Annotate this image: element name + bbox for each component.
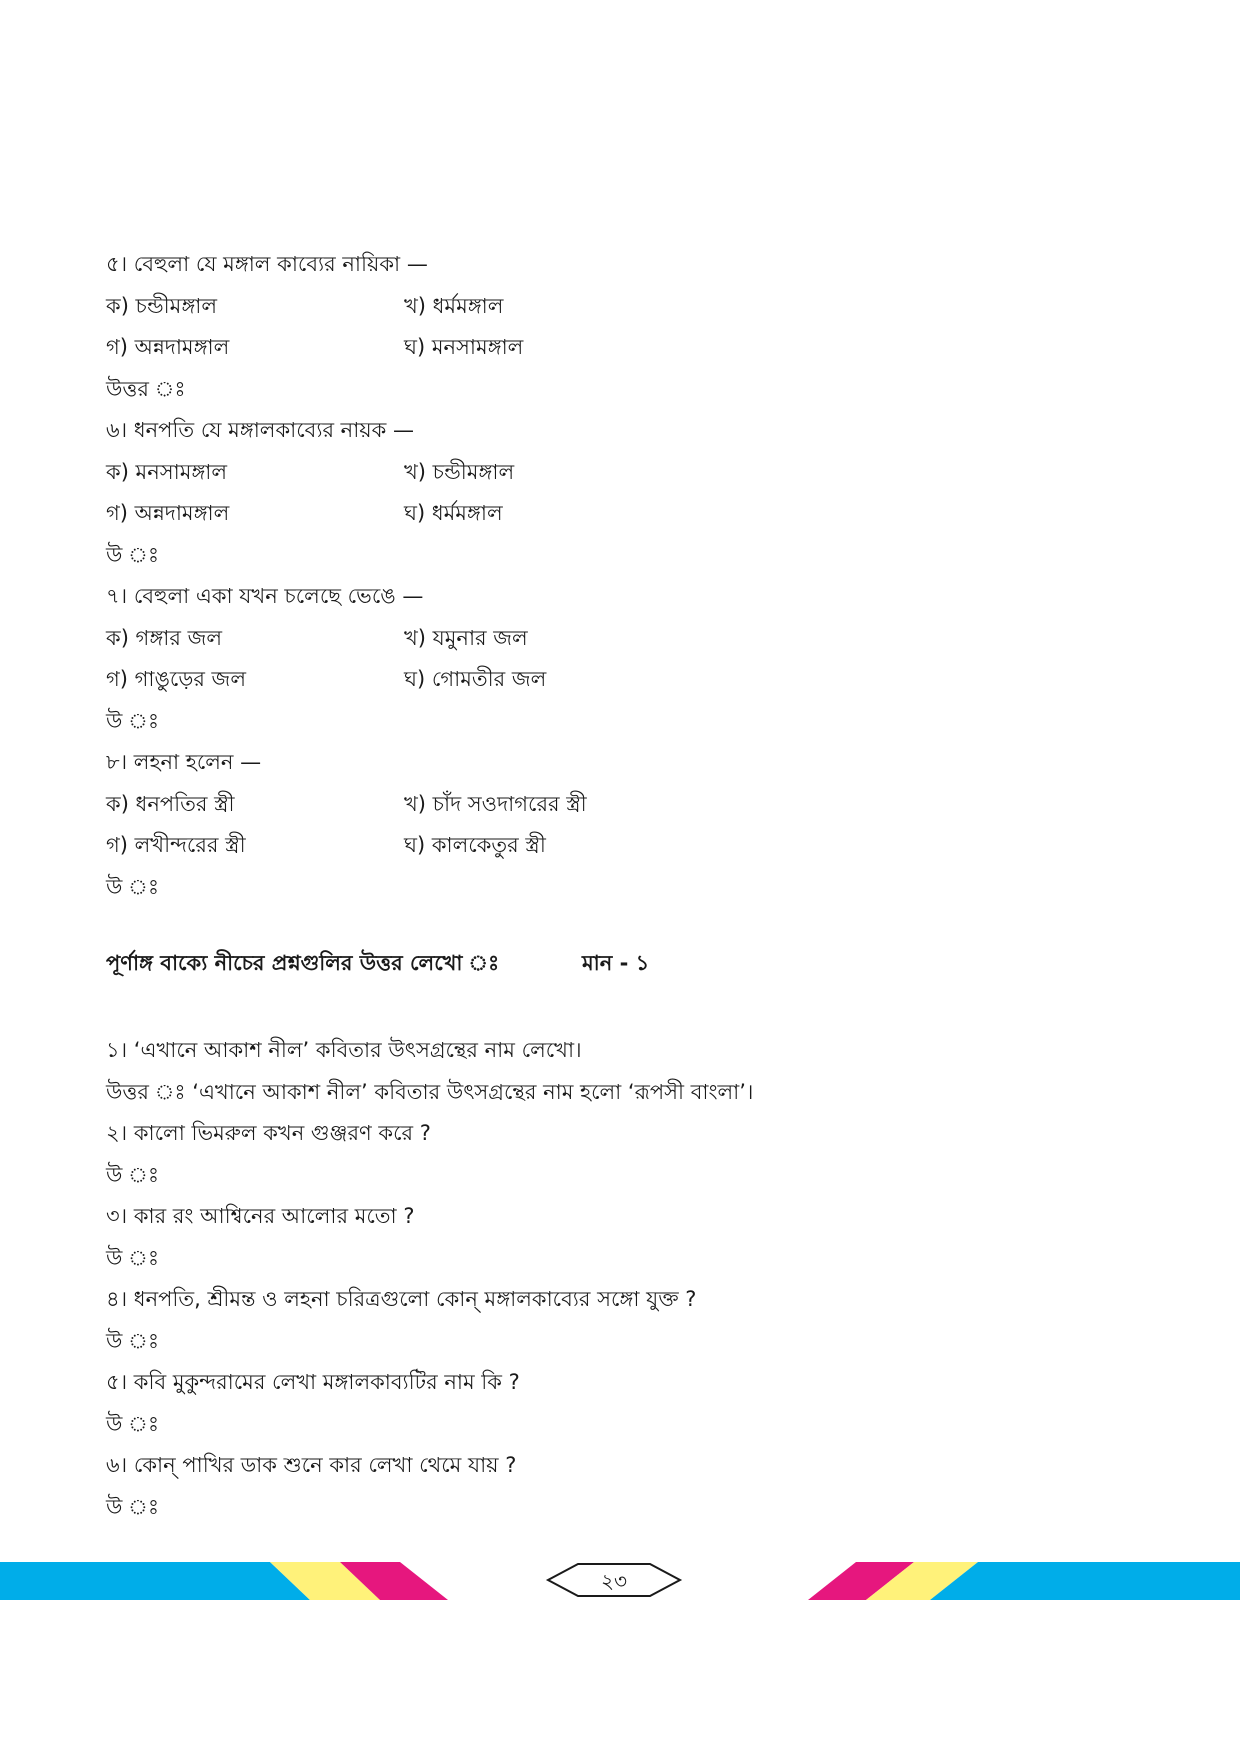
short-question-3 bbox=[106, 1196, 1126, 1279]
options-row bbox=[106, 784, 1126, 826]
section-heading bbox=[106, 942, 1126, 986]
worksheet-content bbox=[106, 244, 1126, 1528]
answer-label: উ ঃ bbox=[106, 542, 160, 567]
option-ka: ক) গঙ্গার জল bbox=[106, 625, 223, 650]
answer-label: উ ঃ bbox=[106, 1411, 160, 1436]
options-row bbox=[106, 825, 1126, 867]
question-text: ৭। বেহুলা একা যখন চলেছে ভেঙে — bbox=[106, 584, 424, 608]
short-question-2 bbox=[106, 1113, 1126, 1196]
options-row bbox=[106, 618, 1126, 660]
option-ga: গ) লখীন্দরের স্ত্রী bbox=[106, 833, 246, 857]
option-ka: ক) চন্ডীমঙ্গাল bbox=[106, 293, 217, 318]
section-marks: মান - ১ bbox=[582, 950, 650, 975]
option-ka: ক) মনসামঙ্গাল bbox=[106, 459, 228, 484]
option-kha: খ) ধর্মমঙ্গাল bbox=[404, 293, 504, 318]
answer-label: উ ঃ bbox=[106, 1494, 160, 1519]
options-row bbox=[106, 452, 1126, 494]
question-text: ৮। লহনা হলেন — bbox=[106, 750, 262, 774]
page-footer bbox=[0, 1548, 1240, 1608]
answer-label: উ ঃ bbox=[106, 708, 160, 733]
option-kha: খ) চন্ডীমঙ্গাল bbox=[404, 459, 515, 484]
options-row bbox=[106, 286, 1126, 328]
answer-label: উ ঃ bbox=[106, 874, 160, 899]
question-text: ৪। ধনপতি, শ্রীমন্ত ও লহনা চরিত্রগুলো কোন্ মঙ্গালকাব্যের সঙ্গো যুক্ত ? bbox=[106, 1287, 697, 1311]
mcq-question-7 bbox=[106, 576, 1126, 742]
options-row bbox=[106, 659, 1126, 701]
options-row bbox=[106, 327, 1126, 369]
question-text: ৬। ধনপতি যে মঙ্গালকাব্যের নায়ক — bbox=[106, 418, 415, 442]
option-ga: গ) অন্নদামঙ্গাল bbox=[106, 501, 230, 525]
options-row bbox=[106, 493, 1126, 535]
answer-text: উত্তর ঃ ‘এখানে আকাশ নীল’ কবিতার উৎসগ্রন্থের নাম হলো ‘রূপসী বাংলা’। bbox=[106, 1079, 754, 1104]
option-kha: খ) চাঁদ সওদাগরের স্ত্রী bbox=[404, 791, 587, 816]
short-question-1 bbox=[106, 1030, 1126, 1113]
mcq-question-6 bbox=[106, 410, 1126, 576]
answer-label: উ ঃ bbox=[106, 1162, 160, 1187]
spacer bbox=[106, 986, 1126, 1030]
section-title: পূর্ণাঙ্গ বাক্যে নীচের প্রশ্নগুলির উত্তর লেখো ঃ bbox=[106, 950, 500, 975]
option-ga: গ) অন্নদামঙ্গাল bbox=[106, 335, 230, 359]
option-gha: ঘ) গোমতীর জল bbox=[404, 667, 547, 691]
option-ka: ক) ধনপতির স্ত্রী bbox=[106, 791, 235, 816]
answer-label: উ ঃ bbox=[106, 1328, 160, 1353]
question-text: ১। ‘এখানে আকাশ নীল’ কবিতার উৎসগ্রন্থের নাম লেখো। bbox=[106, 1038, 582, 1062]
option-gha: ঘ) মনসামঙ্গাল bbox=[404, 335, 524, 359]
answer-label: উত্তর ঃ bbox=[106, 376, 186, 401]
short-question-6 bbox=[106, 1445, 1126, 1528]
mcq-question-8 bbox=[106, 742, 1126, 908]
question-text: ৫। বেহুলা যে মঙ্গাল কাব্যের নায়িকা — bbox=[106, 252, 428, 276]
option-kha: খ) যমুনার জল bbox=[404, 625, 528, 650]
option-gha: ঘ) কালকেতুর স্ত্রী bbox=[404, 833, 546, 857]
question-text: ৫। কবি মুকুন্দরামের লেখা মঙ্গালকাব্যটির নাম কি ? bbox=[106, 1370, 520, 1394]
short-question-4 bbox=[106, 1279, 1126, 1362]
answer-label: উ ঃ bbox=[106, 1245, 160, 1270]
option-gha: ঘ) ধর্মমঙ্গাল bbox=[404, 501, 503, 525]
page-number: ২৩ bbox=[600, 1569, 628, 1593]
mcq-question-5 bbox=[106, 244, 1126, 410]
footer-cyan-band-right bbox=[930, 1562, 1240, 1600]
question-text: ৬। কোন্ পাখির ডাক শুনে কার লেখা থেমে যায় ? bbox=[106, 1453, 517, 1477]
spacer bbox=[106, 908, 1126, 942]
question-text: ৩। কার রং আশ্বিনের আলোর মতো ? bbox=[106, 1204, 415, 1228]
short-question-5 bbox=[106, 1362, 1126, 1445]
option-ga: গ) গাঙুড়ের জল bbox=[106, 667, 246, 691]
question-text: ২। কালো ভিমরুল কখন গুঞ্জরণ করে ? bbox=[106, 1121, 431, 1145]
footer-cyan-band-left bbox=[0, 1562, 310, 1600]
